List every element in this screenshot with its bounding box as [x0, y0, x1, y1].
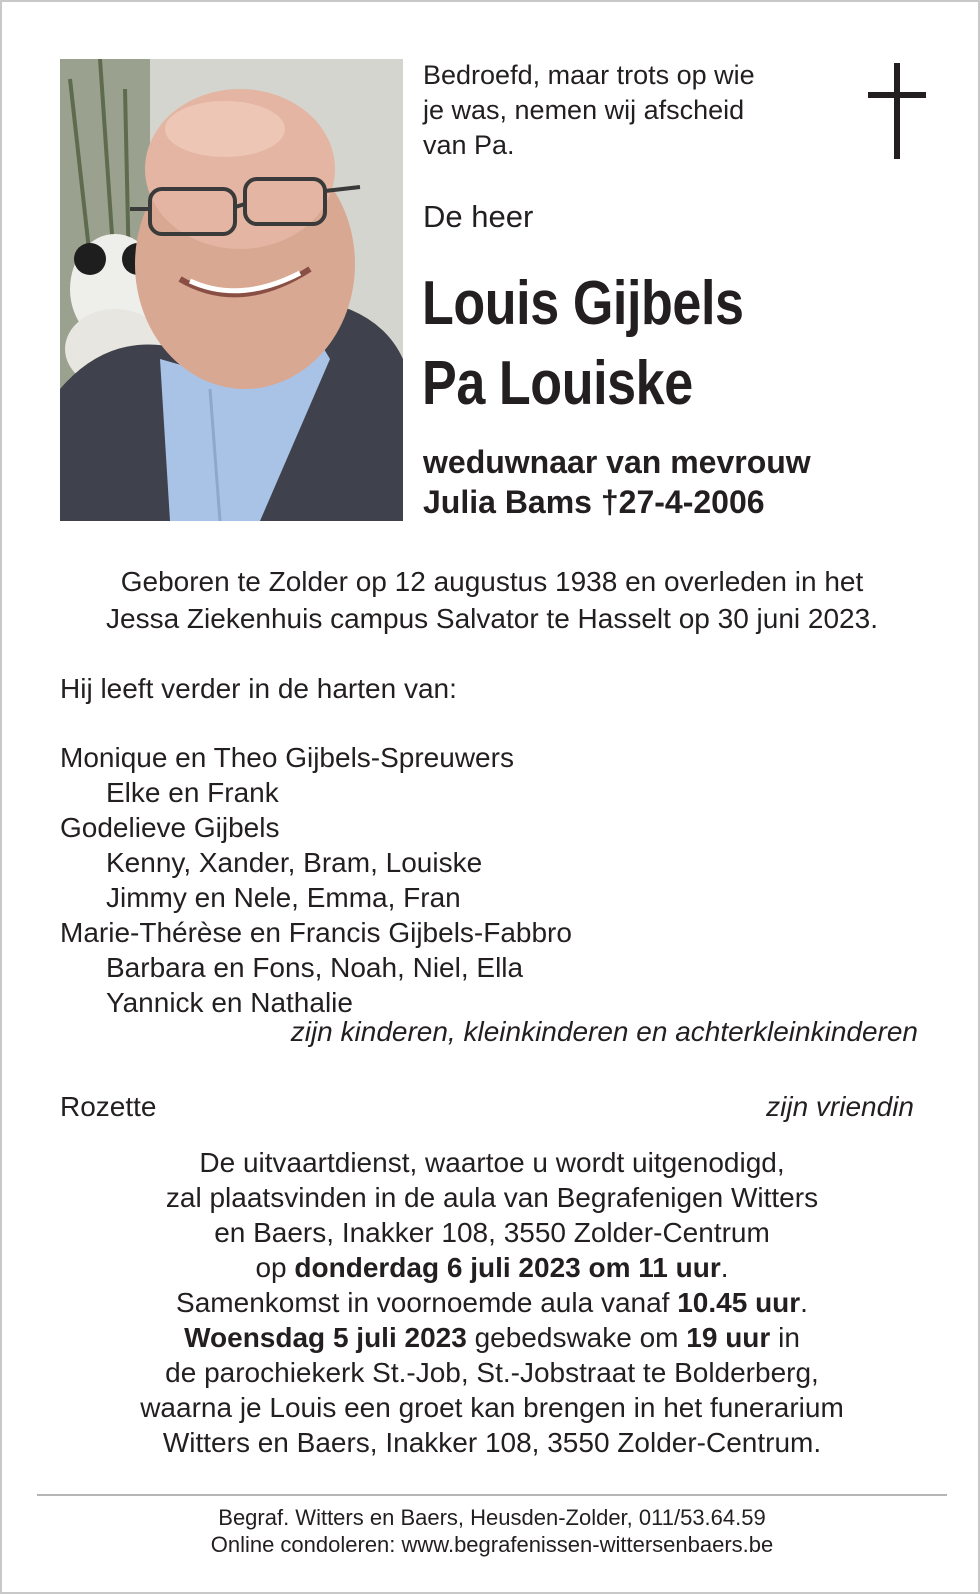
service-text: gebedswake om	[466, 1322, 687, 1353]
widow-line: weduwnaar van mevrouw	[423, 444, 811, 480]
vigil-date: Woensdag 5 juli 2023	[184, 1322, 467, 1353]
service-line: zal plaatsvinden in de aula van Begrafenigen Witters	[165, 1182, 819, 1213]
birth-line: Jessa Ziekenhuis campus Salvator te Hasselt op 30 juni 2023.	[106, 603, 878, 634]
family-member: Elke en Frank	[106, 777, 279, 808]
intro-line: van Pa.	[423, 130, 515, 160]
deceased-name: Louis Gijbels	[422, 269, 744, 338]
footer	[42, 1504, 942, 1558]
gathering-time: 10.45 uur	[677, 1287, 801, 1318]
intro-line: Bedroefd, maar trots op wie	[423, 60, 755, 90]
birth-death-statement	[42, 563, 942, 637]
service-line: de parochiekerk St.-Job, St.-Jobstraat te Bolderberg,	[165, 1357, 819, 1388]
service-text: .	[800, 1287, 808, 1318]
service-line: De uitvaartdienst, waartoe u wordt uitgenodigd,	[199, 1147, 785, 1178]
friend-name: Rozette	[60, 1091, 157, 1122]
deceased-name-block	[422, 264, 744, 424]
portrait-photo	[60, 59, 403, 521]
friend-relation: zijn vriendin	[766, 1091, 914, 1122]
service-date: donderdag 6 juli 2023 om 11 uur	[294, 1252, 721, 1283]
service-line: en Baers, Inakker 108, 3550 Zolder-Centrum	[214, 1217, 770, 1248]
family-member: Kenny, Xander, Bram, Louiske	[106, 847, 483, 878]
service-line: waarna je Louis een groet kan brengen in het funerarium	[140, 1392, 844, 1423]
hearts-intro: Hij leeft verder in de harten van:	[60, 673, 457, 704]
intro-text	[423, 58, 823, 163]
vigil-line	[42, 1320, 942, 1355]
birth-line: Geboren te Zolder op 12 augustus 1938 en overleden in het	[120, 566, 864, 597]
widow-of	[423, 442, 811, 522]
cross-icon	[868, 63, 926, 159]
service-text: in	[770, 1322, 800, 1353]
service-text: .	[720, 1252, 729, 1283]
widow-line: Julia Bams †27-4-2006	[423, 484, 765, 520]
family-member: Marie-Thérèse en Francis Gijbels-Fabbro	[60, 917, 572, 948]
deceased-nickname: Pa Louiske	[422, 349, 693, 418]
family-member: Yannick en Nathalie	[106, 987, 353, 1018]
divider	[37, 1494, 947, 1496]
family-member: Jimmy en Nele, Emma, Fran	[106, 882, 461, 913]
service-text: op	[255, 1252, 295, 1283]
salutation: De heer	[423, 199, 534, 234]
condolence-link[interactable]: Online condoleren: www.begrafenissen-wittersenbaers.be	[210, 1532, 774, 1557]
family-relation: zijn kinderen, kleinkinderen en achterkleinkinderen	[290, 1016, 918, 1047]
family-member: Monique en Theo Gijbels-Spreuwers	[60, 742, 514, 773]
gathering-line	[42, 1285, 942, 1320]
family-list	[60, 740, 940, 1020]
family-member: Barbara en Fons, Noah, Niel, Ella	[106, 952, 524, 983]
intro-line: je was, nemen wij afscheid	[423, 95, 745, 125]
service-text: Samenkomst in voornoemde aula vanaf	[176, 1287, 678, 1318]
funeral-service-details	[42, 1145, 942, 1460]
funeral-home-contact: Begraf. Witters en Baers, Heusden-Zolder, 011/53.64.59	[218, 1505, 766, 1530]
service-line: Witters en Baers, Inakker 108, 3550 Zolder-Centrum.	[162, 1427, 822, 1458]
vigil-time: 19 uur	[686, 1322, 771, 1353]
portrait-illustration	[60, 59, 403, 521]
family-member: Godelieve Gijbels	[60, 812, 280, 843]
service-date-line	[42, 1250, 942, 1285]
